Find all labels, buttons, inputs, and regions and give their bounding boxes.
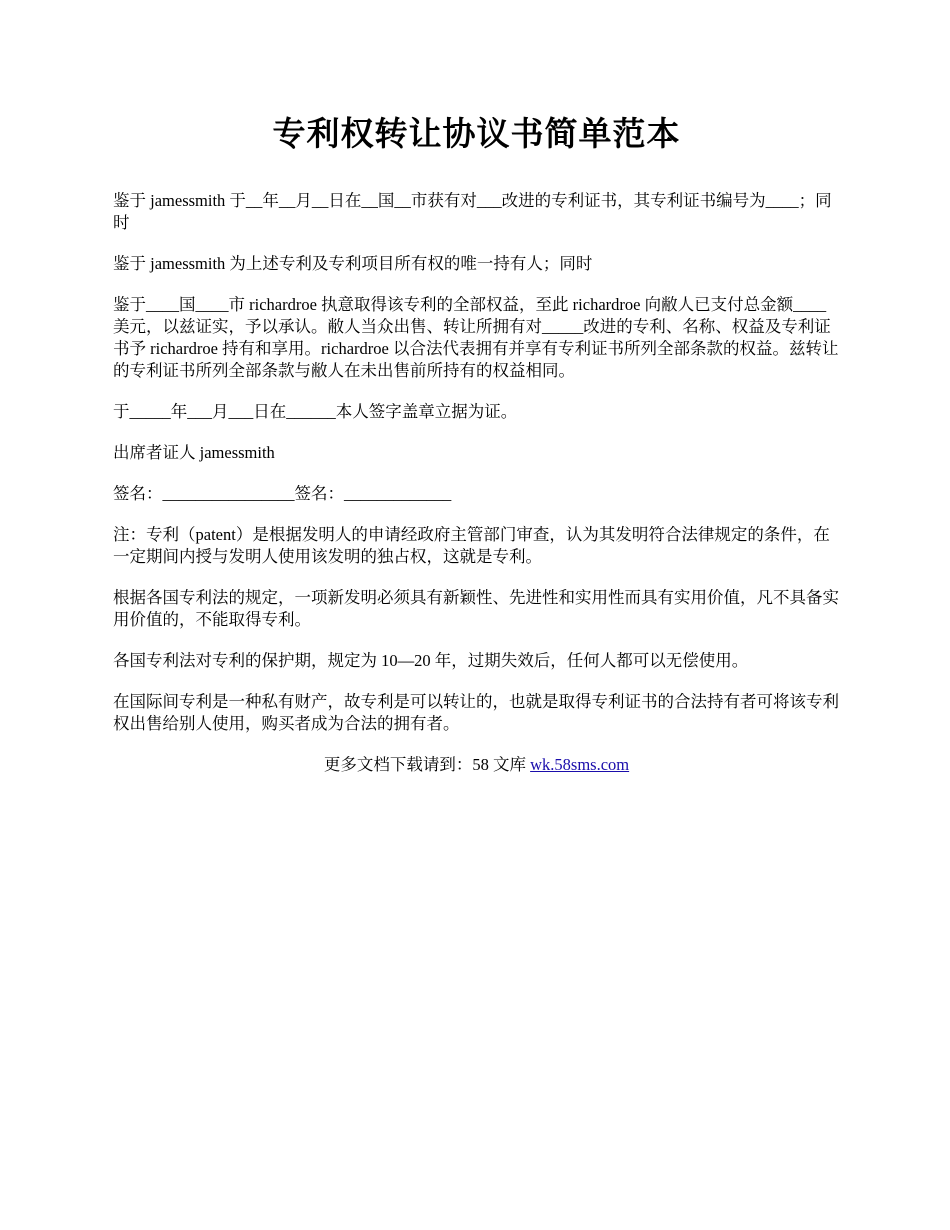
- footer-line: [113, 754, 840, 776]
- document-page: [113, 112, 840, 776]
- paragraph-patent-grant: 鉴于 jamessmith 于__年__月__日在__国__市获有对___改进的专利证书，其专利证书编号为____；同时: [113, 191, 832, 232]
- paragraph-requirements: 根据各国专利法的规定，一项新发明必须具有新颖性、先进性和实用性而具有实用价值，凡不具备实用价值的，不能取得专利。: [113, 588, 839, 629]
- footer-link[interactable]: wk.58sms.com: [530, 755, 630, 774]
- paragraph-transferability: 在国际间专利是一种私有财产，故专利是可以转让的，也就是取得专利证书的合法持有者可将该专利权出售给别人使用，购买者成为合法的拥有者。: [113, 692, 839, 733]
- paragraph-protection-period: 各国专利法对专利的保护期，规定为 10—20 年，过期失效后，任何人都可以无偿使用。: [113, 651, 749, 670]
- footer-prefix: 更多文档下载请到：58 文库: [323, 755, 531, 774]
- document-title: 专利权转让协议书简单范本: [272, 114, 681, 153]
- paragraph-sole-owner: 鉴于 jamessmith 为上述专利及专利项目所有权的唯一持有人；同时: [113, 254, 593, 273]
- paragraph-signing-date: 于_____年___月___日在______本人签字盖章立据为证。: [113, 402, 518, 421]
- paragraph-witness: 出席者证人 jamessmith: [113, 443, 275, 462]
- paragraph-note-definition: 注：专利（patent）是根据发明人的申请经政府主管部门审查，认为其发明符合法律规定的条件，在一定期间内授与发明人使用该发明的独占权，这就是专利。: [113, 525, 830, 566]
- paragraph-transfer-terms: 鉴于____国____市 richardroe 执意取得该专利的全部权益，至此 richardroe 向敝人已支付总金额____美元，以兹证实，予以承认。敝人当众出售、转让所拥有对_____改进的专利、名称、权益及专利证书予 richardroe 持有和享用。richardroe 以合法代表拥有并享有专利证书所列全部条款的权益。兹转让的专利证书所列全部条款与敝人在未出售前所持有的权益相同。: [113, 295, 839, 380]
- paragraph-signatures: 签名：________________签名：_____________: [113, 484, 452, 503]
